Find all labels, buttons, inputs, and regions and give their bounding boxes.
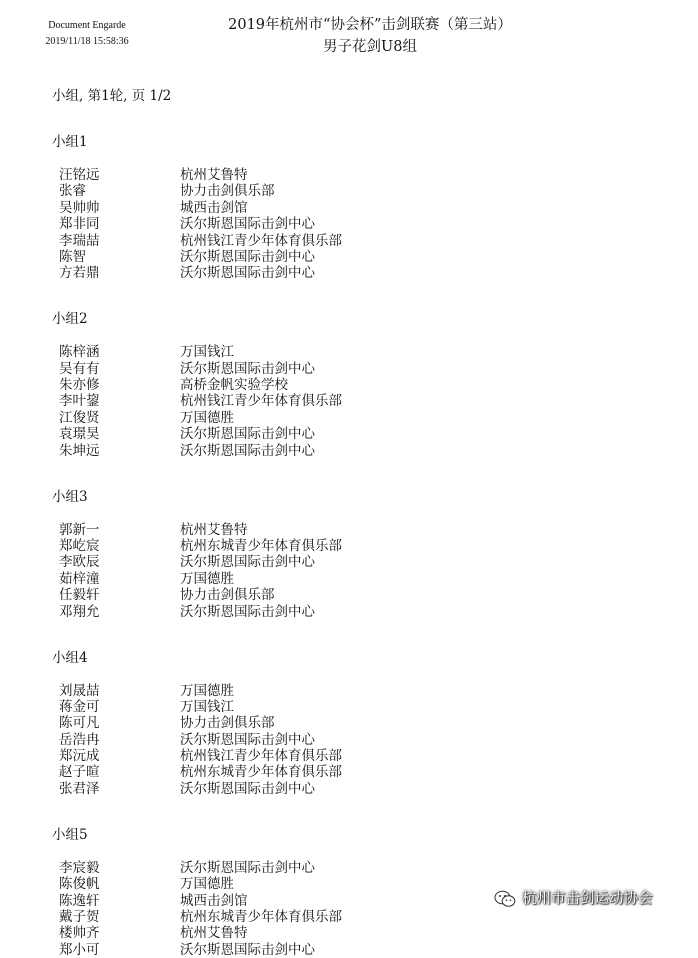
pool-members [0,522,698,620]
fencer-name: 陈梓涵 [59,344,100,361]
event-title: 2019年杭州市“协会杯”击剑联赛（第三站） [228,17,512,33]
fencer-name: 岳浩冉 [59,731,100,748]
fencer-club: 沃尔斯恩国际击剑中心 [180,731,315,748]
fencer-row [0,167,698,183]
fencer-club: 杭州钱江青少年体育俱乐部 [180,232,342,249]
fencer-row [0,200,698,216]
fencer-row [0,426,698,442]
fencer-name: 江俊贤 [59,409,100,426]
watermark-text: 杭州市击剑运动协会 [522,891,653,907]
fencer-club: 高桥金帆实验学校 [180,377,288,394]
fencer-name: 方若鼎 [59,265,100,282]
fencer-row [0,942,698,958]
fencer-name: 戴子贺 [59,908,100,925]
fencer-row [0,860,698,876]
fencer-name: 朱亦修 [59,377,100,394]
fencer-club: 协力击剑俱乐部 [180,183,275,200]
fencer-row [0,265,698,281]
fencer-club: 杭州钱江青少年体育俱乐部 [180,748,342,765]
fencer-club: 沃尔斯恩国际击剑中心 [180,780,315,797]
fencer-row [0,538,698,554]
fencer-row [0,249,698,265]
fencer-row [0,393,698,409]
fencer-row [0,554,698,570]
fencer-name: 郭新一 [59,521,100,538]
fencer-name: 吴帅帅 [59,199,100,216]
fencer-row [0,522,698,538]
fencer-club: 沃尔斯恩国际击剑中心 [180,442,315,459]
fencer-row [0,909,698,925]
fencer-row [0,216,698,232]
fencer-club: 协力击剑俱乐部 [180,715,275,732]
fencer-club: 城西击剑馆 [180,199,248,216]
fencer-club: 万国德胜 [180,409,234,426]
fencer-row [0,587,698,603]
fencer-name: 汪铭远 [59,167,100,183]
fencer-row [0,361,698,377]
wechat-icon [494,890,516,908]
fencer-name: 张君泽 [59,780,100,797]
fencer-row [0,781,698,797]
fencer-name: 陈可凡 [59,715,100,732]
fencer-row [0,683,698,699]
fencer-name: 刘晟喆 [59,682,100,699]
fencer-club: 沃尔斯恩国际击剑中心 [180,859,315,876]
fencer-row [0,377,698,393]
fencer-club: 杭州钱江青少年体育俱乐部 [180,393,342,410]
fencer-name: 楼帅齐 [59,925,100,942]
fencer-club: 万国钱江 [180,698,234,715]
pool-members [0,683,698,798]
fencer-row [0,748,698,764]
fencer-club: 沃尔斯恩国际击剑中心 [180,360,315,377]
fencer-row [0,344,698,360]
fencer-club: 万国德胜 [180,570,234,587]
print-timestamp: 2019/11/18 15:58:36 [45,36,129,47]
pool-members [0,167,698,282]
fencer-row [0,604,698,620]
fencer-row [0,571,698,587]
fencer-name: 郑沅成 [59,748,100,765]
fencer-row [0,715,698,731]
fencer-club: 杭州东城青少年体育俱乐部 [180,537,342,554]
fencer-club: 万国德胜 [180,876,234,893]
fencer-name: 蒋金可 [59,698,100,715]
fencer-row [0,183,698,199]
fencer-row [0,443,698,459]
fencer-club: 城西击剑馆 [180,892,248,909]
fencer-club: 沃尔斯恩国际击剑中心 [180,554,315,571]
fencer-name: 吴有有 [59,360,100,377]
fencer-row [0,764,698,780]
fencer-row [0,410,698,426]
fencer-club: 沃尔斯恩国际击剑中心 [180,426,315,443]
fencer-club: 沃尔斯恩国际击剑中心 [180,941,315,958]
fencer-club: 沃尔斯恩国际击剑中心 [180,265,315,282]
fencer-club: 沃尔斯恩国际击剑中心 [180,248,315,265]
fencer-row [0,699,698,715]
document-meta [32,18,142,50]
fencer-name: 李宸毅 [59,859,100,876]
fencer-name: 邓翔允 [59,603,100,620]
fencer-club: 杭州东城青少年体育俱乐部 [180,908,342,925]
fencer-club: 杭州艾鲁特 [180,521,248,538]
fencer-club: 万国钱江 [180,344,234,361]
pool-members [0,344,698,459]
pool-title: 小组2 [52,311,88,328]
round-info: 小组, 第1轮, 页 1/2 [52,88,172,104]
fencer-club: 杭州东城青少年体育俱乐部 [180,764,342,781]
fencer-name: 郑屹宸 [59,537,100,554]
fencer-club: 沃尔斯恩国际击剑中心 [180,216,315,233]
pool-title: 小组3 [52,488,88,505]
fencer-name: 陈俊帆 [59,876,100,893]
pool-title: 小组5 [52,826,88,843]
software-name: Document Engarde [48,20,126,31]
pool-title: 小组4 [52,649,88,666]
fencer-name: 陈逸轩 [59,892,100,909]
fencer-name: 朱坤远 [59,442,100,459]
fencer-club: 杭州艾鲁特 [180,925,248,942]
fencer-row [0,732,698,748]
fencer-name: 任毅轩 [59,587,100,604]
fencer-row [0,925,698,941]
fencer-name: 李欧辰 [59,554,100,571]
fencer-name: 张睿 [59,183,86,200]
fencer-club: 万国德胜 [180,682,234,699]
fencer-name: 陈智 [59,248,86,265]
document-title-block [180,14,560,58]
watermark [494,888,653,910]
fencer-name: 郑小可 [59,941,100,958]
fencer-name: 袁璟昊 [59,426,100,443]
fencer-name: 李瑞喆 [59,232,100,249]
fencer-club: 协力击剑俱乐部 [180,587,275,604]
event-subtitle: 男子花剑U8组 [323,39,417,55]
fencer-row [0,233,698,249]
fencer-name: 李叶鋆 [59,393,100,410]
fencer-name: 赵子暄 [59,764,100,781]
fencer-name: 郑非同 [59,216,100,233]
fencer-name: 茹梓潼 [59,570,100,587]
fencer-club: 杭州艾鲁特 [180,167,248,183]
fencer-club: 沃尔斯恩国际击剑中心 [180,603,315,620]
pool-title: 小组1 [52,134,88,150]
